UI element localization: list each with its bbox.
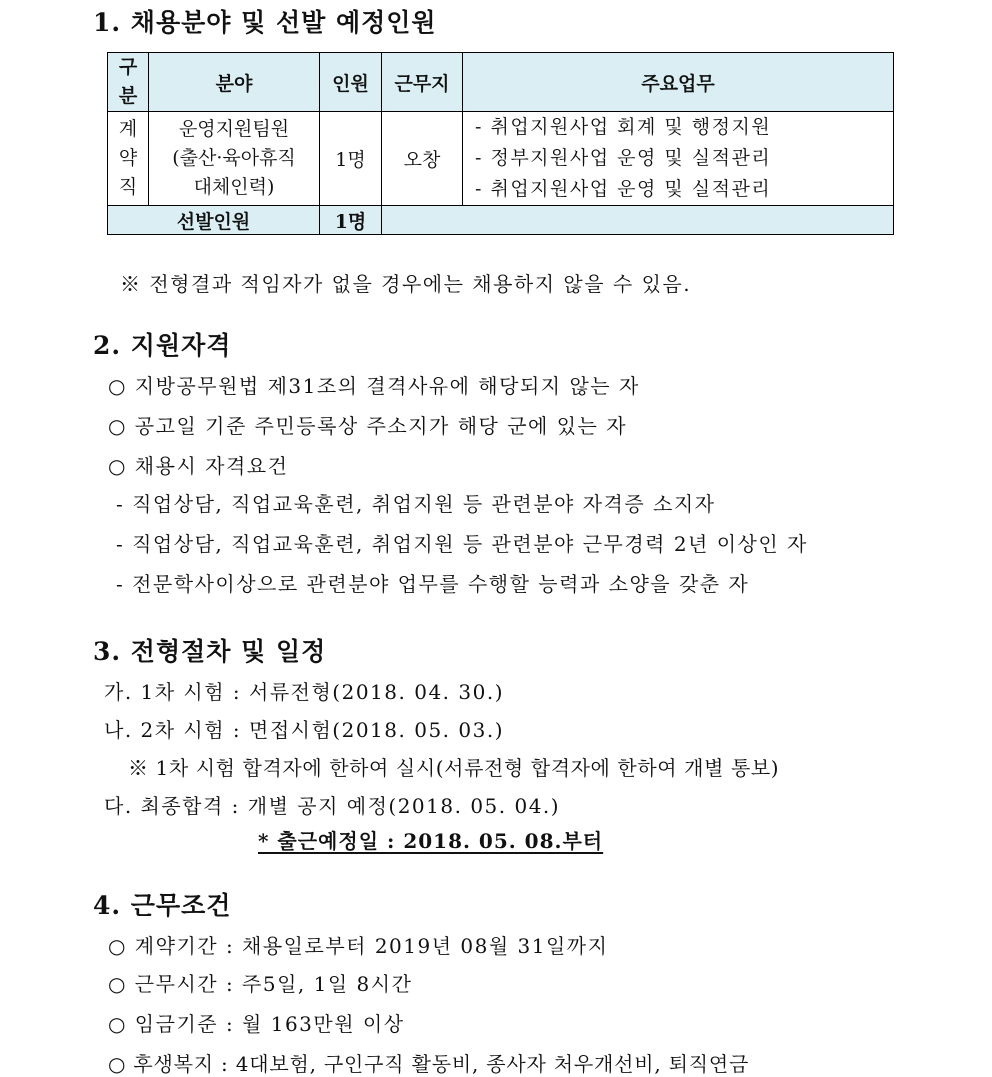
cell-field [149, 112, 320, 206]
gubun-char: 직 [118, 176, 138, 198]
schedule-item: 가. 1차 시험 : 서류전형(2018. 04. 30.) [104, 680, 504, 704]
start-date: * 출근예정일 : 2018. 05. 08.부터 [258, 829, 604, 853]
cell-gubun [108, 112, 149, 206]
section-1-title: 1. 채용분야 및 선발 예정인원 [93, 8, 437, 37]
gubun-char: 약 [118, 147, 138, 169]
header-gubun-char: 분 [118, 85, 138, 107]
footer-label: 선발인원 [108, 206, 320, 235]
condition-item: ○ 후생복지 : 4대보험, 구인구직 활동비, 종사자 처우개선비, 퇴직연금 [108, 1052, 750, 1076]
qualification-item: ○ 공고일 기준 주민등록상 주소지가 해당 군에 있는 자 [108, 414, 628, 438]
qualification-subitem: - 직업상담, 직업교육훈련, 취업지원 등 관련분야 근무경력 2년 이상인 자 [116, 532, 808, 556]
table-header-row [108, 53, 894, 112]
section-4-title: 4. 근무조건 [93, 891, 232, 920]
table-footer-row [108, 206, 894, 235]
table-note: ※ 전형결과 적임자가 없을 경우에는 채용하지 않을 수 있음. [120, 272, 692, 296]
field-line: (출산·육아휴직 [172, 147, 296, 169]
cell-count: 1명 [320, 112, 382, 206]
cell-duties [463, 112, 894, 206]
field-line: 대체인력) [193, 176, 275, 198]
footer-empty [382, 206, 894, 235]
table-row [108, 112, 894, 206]
header-gubun [108, 53, 149, 112]
qualification-item: ○ 채용시 자격요건 [108, 454, 289, 478]
schedule-item: 다. 최종합격 : 개별 공지 예정(2018. 05. 04.) [104, 794, 561, 818]
footer-count: 1명 [320, 206, 382, 235]
recruitment-table [107, 52, 894, 235]
header-location: 근무지 [382, 53, 463, 112]
duty-item: - 취업지원사업 운영 및 실적관리 [475, 178, 772, 200]
field-line: 운영지원팀원 [178, 118, 290, 140]
condition-item: ○ 임금기준 : 월 163만원 이상 [108, 1012, 405, 1036]
header-duties: 주요업무 [463, 53, 894, 112]
condition-item: ○ 근무시간 : 주5일, 1일 8시간 [108, 972, 413, 996]
section-3-title: 3. 전형절차 및 일정 [93, 637, 327, 666]
header-gubun-char: 구 [118, 56, 138, 78]
gubun-char: 계 [118, 118, 138, 140]
header-count: 인원 [320, 53, 382, 112]
qualification-subitem: - 전문학사이상으로 관련분야 업무를 수행할 능력과 소양을 갖춘 자 [116, 572, 750, 596]
section-2-title: 2. 지원자격 [93, 331, 232, 360]
duty-item: - 정부지원사업 운영 및 실적관리 [475, 147, 772, 169]
schedule-item: 나. 2차 시험 : 면접시험(2018. 05. 03.) [104, 718, 504, 742]
qualification-subitem: - 직업상담, 직업교육훈련, 취업지원 등 관련분야 자격증 소지자 [116, 492, 716, 516]
header-field: 분야 [149, 53, 320, 112]
cell-location: 오창 [382, 112, 463, 206]
duty-item: - 취업지원사업 회계 및 행정지원 [475, 116, 772, 138]
condition-item: ○ 계약기간 : 채용일로부터 2019년 08월 31일까지 [108, 934, 609, 958]
schedule-note: ※ 1차 시험 합격자에 한하여 실시(서류전형 합격자에 한하여 개별 통보) [128, 756, 780, 780]
qualification-item: ○ 지방공무원법 제31조의 결격사유에 해당되지 않는 자 [108, 374, 640, 398]
